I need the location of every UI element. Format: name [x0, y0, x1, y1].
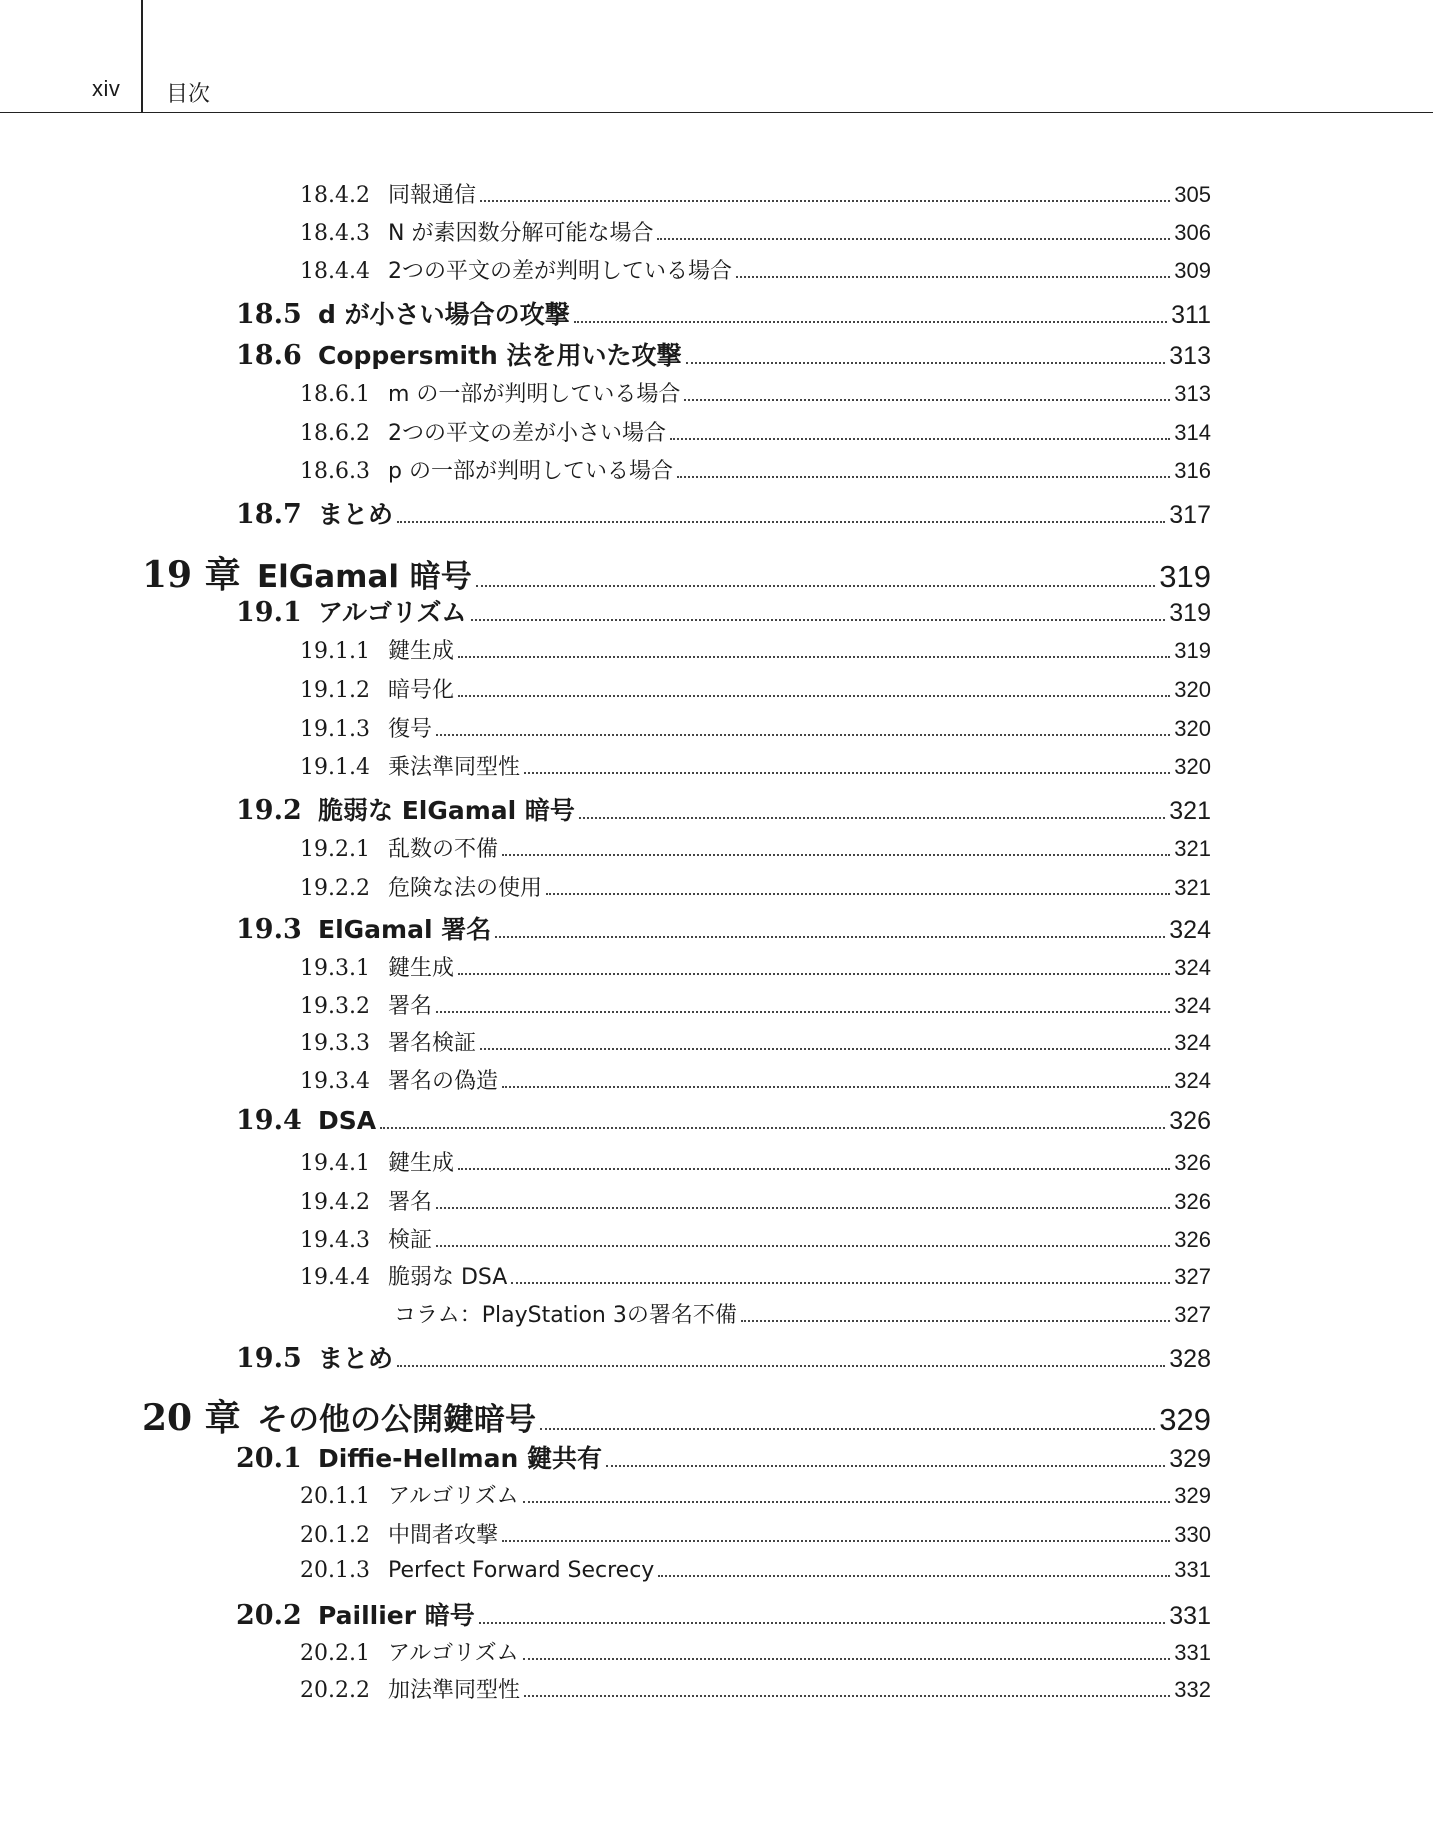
toc-entry-number: 19.1.4: [300, 755, 370, 780]
toc-entry-page: 327: [1174, 1264, 1211, 1289]
toc-subsection-entry[interactable]: [300, 416, 1211, 447]
dot-leader: [397, 521, 1165, 523]
toc-entry-title: m の一部が判明している場合: [388, 382, 681, 407]
dot-leader: [579, 817, 1165, 819]
toc-entry-number: 20.1.2: [300, 1523, 370, 1548]
dot-leader: [480, 200, 1170, 202]
toc-entry-title: 脆弱な ElGamal 暗号: [318, 796, 575, 825]
dot-leader: [495, 936, 1165, 938]
toc-chapter-entry[interactable]: [142, 1390, 1211, 1441]
toc-column-entry[interactable]: [394, 1298, 1211, 1329]
toc-entry-page: 324: [1169, 916, 1211, 944]
dot-leader: [511, 1282, 1170, 1284]
toc-entry-page: 306: [1174, 220, 1211, 245]
toc-entry-page: 331: [1174, 1557, 1211, 1582]
toc-entry-title: 鍵生成: [388, 956, 455, 981]
toc-subsection-entry[interactable]: [300, 1260, 1211, 1291]
toc-entry-page: 311: [1171, 301, 1211, 329]
dot-leader: [502, 1086, 1170, 1088]
toc-entry-number: 20 章: [142, 1397, 241, 1439]
header-divider: [141, 0, 143, 112]
toc-entry-number: 18.4.2: [300, 183, 370, 208]
toc-entry-page: 324: [1174, 993, 1211, 1018]
dot-leader: [436, 734, 1170, 736]
toc-entry-page: 324: [1174, 955, 1211, 980]
toc-entry-number: 18.4.3: [300, 221, 370, 246]
toc-entry-page: 319: [1169, 599, 1211, 627]
running-title: 目次: [166, 82, 211, 107]
toc-entry-number: 20.2.1: [300, 1641, 370, 1666]
dot-leader: [686, 362, 1166, 364]
toc-entry-title: N が素因数分解可能な場合: [388, 221, 654, 246]
toc-entry-number: 18.6: [236, 340, 302, 371]
toc-entry-title: Diffie-Hellman 鍵共有: [318, 1444, 602, 1473]
toc-entry-number: 19.2.2: [300, 876, 370, 901]
toc-subsection-entry[interactable]: [300, 1479, 1211, 1510]
toc-entry-number: 20.1.1: [300, 1484, 370, 1509]
dot-leader: [436, 1245, 1170, 1247]
toc-subsection-entry[interactable]: [300, 1673, 1211, 1704]
dot-leader: [471, 619, 1166, 621]
toc-entry-page: 320: [1174, 754, 1211, 779]
dot-leader: [479, 1622, 1165, 1624]
toc-entry-number: 19.3.3: [300, 1031, 370, 1056]
toc-entry-title: 乱数の不備: [388, 837, 499, 862]
toc-entry-title: 署名: [388, 1190, 433, 1215]
toc-entry-title: 復号: [388, 717, 433, 742]
toc-entry-title: ElGamal 暗号: [257, 559, 472, 595]
toc-entry-title: 同報通信: [388, 183, 477, 208]
dot-leader: [523, 1658, 1171, 1660]
toc-entry-title: まとめ: [318, 500, 394, 529]
toc-entry-page: 316: [1174, 458, 1211, 483]
toc-entry-page: 329: [1174, 1483, 1211, 1508]
toc-subsection-entry[interactable]: [300, 750, 1211, 781]
dot-leader: [458, 973, 1170, 975]
toc-entry-title: アルゴリズム: [388, 1641, 519, 1666]
dot-leader: [480, 1048, 1170, 1050]
dot-leader: [670, 438, 1170, 440]
toc-section-entry[interactable]: [236, 336, 1211, 372]
toc-entry-page: 317: [1169, 501, 1211, 529]
dot-leader: [380, 1127, 1165, 1129]
toc-entry-title: 鍵生成: [388, 1151, 455, 1176]
toc-entry-number: 19.1.3: [300, 717, 370, 742]
toc-entry-page: 319: [1159, 559, 1211, 594]
toc-subsection-entry[interactable]: [300, 871, 1211, 902]
toc-entry-title: 署名: [388, 994, 433, 1019]
toc-entry-page: 324: [1174, 1030, 1211, 1055]
toc-subsection-entry[interactable]: [300, 989, 1211, 1020]
dot-leader: [397, 1365, 1165, 1367]
dot-leader: [658, 1575, 1170, 1577]
toc-subsection-entry[interactable]: [300, 832, 1211, 863]
toc-entry-title: 鍵生成: [388, 639, 455, 664]
toc-subsection-entry[interactable]: [300, 1518, 1211, 1549]
toc-entry-page: 309: [1174, 258, 1211, 283]
toc-entry-title: アルゴリズム: [318, 598, 467, 627]
toc-subsection-entry[interactable]: [300, 1146, 1211, 1177]
toc-entry-title: コラム：PlayStation 3の署名不備: [394, 1303, 737, 1328]
toc-entry-page: 321: [1169, 797, 1211, 825]
toc-subsection-entry[interactable]: [300, 1026, 1211, 1057]
toc-entry-title: ElGamal 署名: [318, 915, 492, 944]
toc-entry-page: 331: [1169, 1602, 1211, 1630]
toc-entry-number: 19.4.4: [300, 1265, 370, 1290]
toc-section-entry[interactable]: [236, 593, 1211, 629]
toc-entry-title: 暗号化: [388, 678, 455, 703]
toc-section-entry[interactable]: [236, 910, 1211, 946]
toc-subsection-entry[interactable]: [300, 673, 1211, 704]
toc-entry-number: 19.4.2: [300, 1190, 370, 1215]
toc-subsection-entry[interactable]: [300, 634, 1211, 665]
toc-entry-page: 326: [1174, 1189, 1211, 1214]
toc-entry-title: 署名の偽造: [388, 1069, 499, 1094]
toc-subsection-entry[interactable]: [300, 454, 1211, 485]
toc-entry-page: 319: [1174, 638, 1211, 663]
toc-entry-page: 329: [1159, 1402, 1211, 1437]
toc-entry-page: 321: [1174, 875, 1211, 900]
toc-entry-number: 19.3.1: [300, 956, 370, 981]
dot-leader: [741, 1320, 1170, 1322]
dot-leader: [540, 1428, 1155, 1430]
toc-entry-title: まとめ: [318, 1344, 394, 1373]
toc-entry-page: 320: [1174, 677, 1211, 702]
toc-entry-number: 19.3: [236, 914, 302, 945]
toc-entry-number: 18.6.1: [300, 382, 370, 407]
toc-entry-number: 19.2: [236, 795, 302, 826]
page-header: [0, 0, 1433, 113]
toc-subsection-entry[interactable]: [300, 1557, 1211, 1583]
toc-entry-title: 2つの平文の差が判明している場合: [388, 259, 732, 284]
dot-leader: [606, 1465, 1165, 1467]
toc-entry-number: 19.4.1: [300, 1151, 370, 1176]
toc-section-entry[interactable]: [236, 1339, 1211, 1375]
toc-chapter-entry[interactable]: [142, 547, 1211, 598]
toc-section-entry[interactable]: [236, 791, 1211, 827]
dot-leader: [458, 656, 1170, 658]
toc-entry-page: 313: [1174, 381, 1211, 406]
toc-entry-number: 19.5: [236, 1343, 302, 1374]
toc-entry-number: 19.3.2: [300, 994, 370, 1019]
page-number: xiv: [92, 76, 121, 101]
toc-subsection-entry[interactable]: [300, 1185, 1211, 1216]
toc-entry-page: 330: [1174, 1522, 1211, 1547]
toc-subsection-entry[interactable]: [300, 1223, 1211, 1254]
dot-leader: [546, 893, 1170, 895]
toc-entry-page: 314: [1174, 420, 1211, 445]
toc-entry-page: 326: [1169, 1107, 1211, 1135]
dot-leader: [436, 1011, 1170, 1013]
toc-entry-page: 326: [1174, 1150, 1211, 1175]
toc-section-entry[interactable]: [236, 495, 1211, 531]
dot-leader: [657, 238, 1170, 240]
dot-leader: [523, 1501, 1171, 1503]
toc-entry-title: Perfect Forward Secrecy: [388, 1558, 655, 1583]
dot-leader: [524, 1695, 1170, 1697]
toc-entry-number: 20.1: [236, 1443, 302, 1474]
toc-entry-title: 中間者攻撃: [388, 1523, 499, 1548]
toc-entry-title: DSA: [318, 1106, 377, 1135]
dot-leader: [458, 1168, 1170, 1170]
toc-entry-page: 326: [1174, 1227, 1211, 1252]
toc-section-entry[interactable]: [236, 1596, 1211, 1632]
toc-subsection-entry[interactable]: [300, 951, 1211, 982]
toc-entry-page: 329: [1169, 1445, 1211, 1473]
toc-entry-number: 19.1.1: [300, 639, 370, 664]
toc-entry-title: 2つの平文の差が小さい場合: [388, 421, 666, 446]
toc-entry-number: 19 章: [142, 554, 241, 596]
toc-entry-title: その他の公開鍵暗号: [257, 1402, 536, 1438]
toc-entry-number: 19.4.3: [300, 1228, 370, 1253]
toc-entry-number: 19.3.4: [300, 1069, 370, 1094]
toc-entry-page: 320: [1174, 716, 1211, 741]
toc-subsection-entry[interactable]: [300, 216, 1211, 247]
toc-entry-page: 327: [1174, 1302, 1211, 1327]
dot-leader: [502, 1540, 1170, 1542]
toc-subsection-entry[interactable]: [300, 377, 1211, 408]
dot-leader: [736, 276, 1170, 278]
toc-entry-title: 脆弱な DSA: [388, 1265, 508, 1290]
toc-subsection-entry[interactable]: [300, 1064, 1211, 1095]
toc-entry-page: 324: [1174, 1068, 1211, 1093]
toc-entry-number: 19.1: [236, 597, 302, 628]
toc-subsection-entry[interactable]: [300, 178, 1211, 209]
toc-entry-title: 危険な法の使用: [388, 876, 543, 901]
dot-leader: [574, 321, 1168, 323]
toc-entry-number: 20.2.2: [300, 1678, 370, 1703]
toc-entry-number: 18.6.3: [300, 459, 370, 484]
toc-entry-number: 20.1.3: [300, 1558, 370, 1583]
toc-entry-title: p の一部が判明している場合: [388, 459, 673, 484]
toc-entry-number: 20.2: [236, 1600, 302, 1631]
toc-subsection-entry[interactable]: [300, 254, 1211, 285]
toc-entry-title: 検証: [388, 1228, 433, 1253]
toc-entry-number: 18.6.2: [300, 421, 370, 446]
toc-section-entry[interactable]: [236, 1105, 1211, 1136]
toc-entry-title: Paillier 暗号: [318, 1601, 475, 1630]
dot-leader: [684, 399, 1170, 401]
toc-entry-title: 乗法準同型性: [388, 755, 521, 780]
dot-leader: [476, 585, 1155, 587]
toc-entry-page: 332: [1174, 1677, 1211, 1702]
toc-entry-title: Coppersmith 法を用いた攻撃: [318, 341, 682, 370]
toc-subsection-entry[interactable]: [300, 1636, 1211, 1667]
toc-entry-number: 18.5: [236, 299, 302, 330]
toc-entry-number: 19.4: [236, 1105, 302, 1136]
dot-leader: [524, 772, 1170, 774]
toc-section-entry[interactable]: [236, 295, 1211, 331]
dot-leader: [677, 476, 1170, 478]
toc-entry-title: 加法準同型性: [388, 1678, 521, 1703]
dot-leader: [458, 695, 1170, 697]
toc-entry-page: 313: [1169, 342, 1211, 370]
toc-entry-page: 321: [1174, 836, 1211, 861]
toc-subsection-entry[interactable]: [300, 712, 1211, 743]
toc-entry-title: アルゴリズム: [388, 1484, 519, 1509]
toc-entry-title: d が小さい場合の攻撃: [318, 300, 570, 329]
toc-section-entry[interactable]: [236, 1439, 1211, 1475]
toc-entry-page: 328: [1169, 1345, 1211, 1373]
toc-entry-number: 19.2.1: [300, 837, 370, 862]
toc-entry-number: 18.7: [236, 499, 302, 530]
dot-leader: [502, 854, 1170, 856]
dot-leader: [436, 1207, 1170, 1209]
toc-entry-page: 305: [1174, 182, 1211, 207]
toc-entry-number: 18.4.4: [300, 259, 370, 284]
toc-entry-page: 331: [1174, 1640, 1211, 1665]
toc-entry-title: 署名検証: [388, 1031, 477, 1056]
toc-entry-number: 19.1.2: [300, 678, 370, 703]
